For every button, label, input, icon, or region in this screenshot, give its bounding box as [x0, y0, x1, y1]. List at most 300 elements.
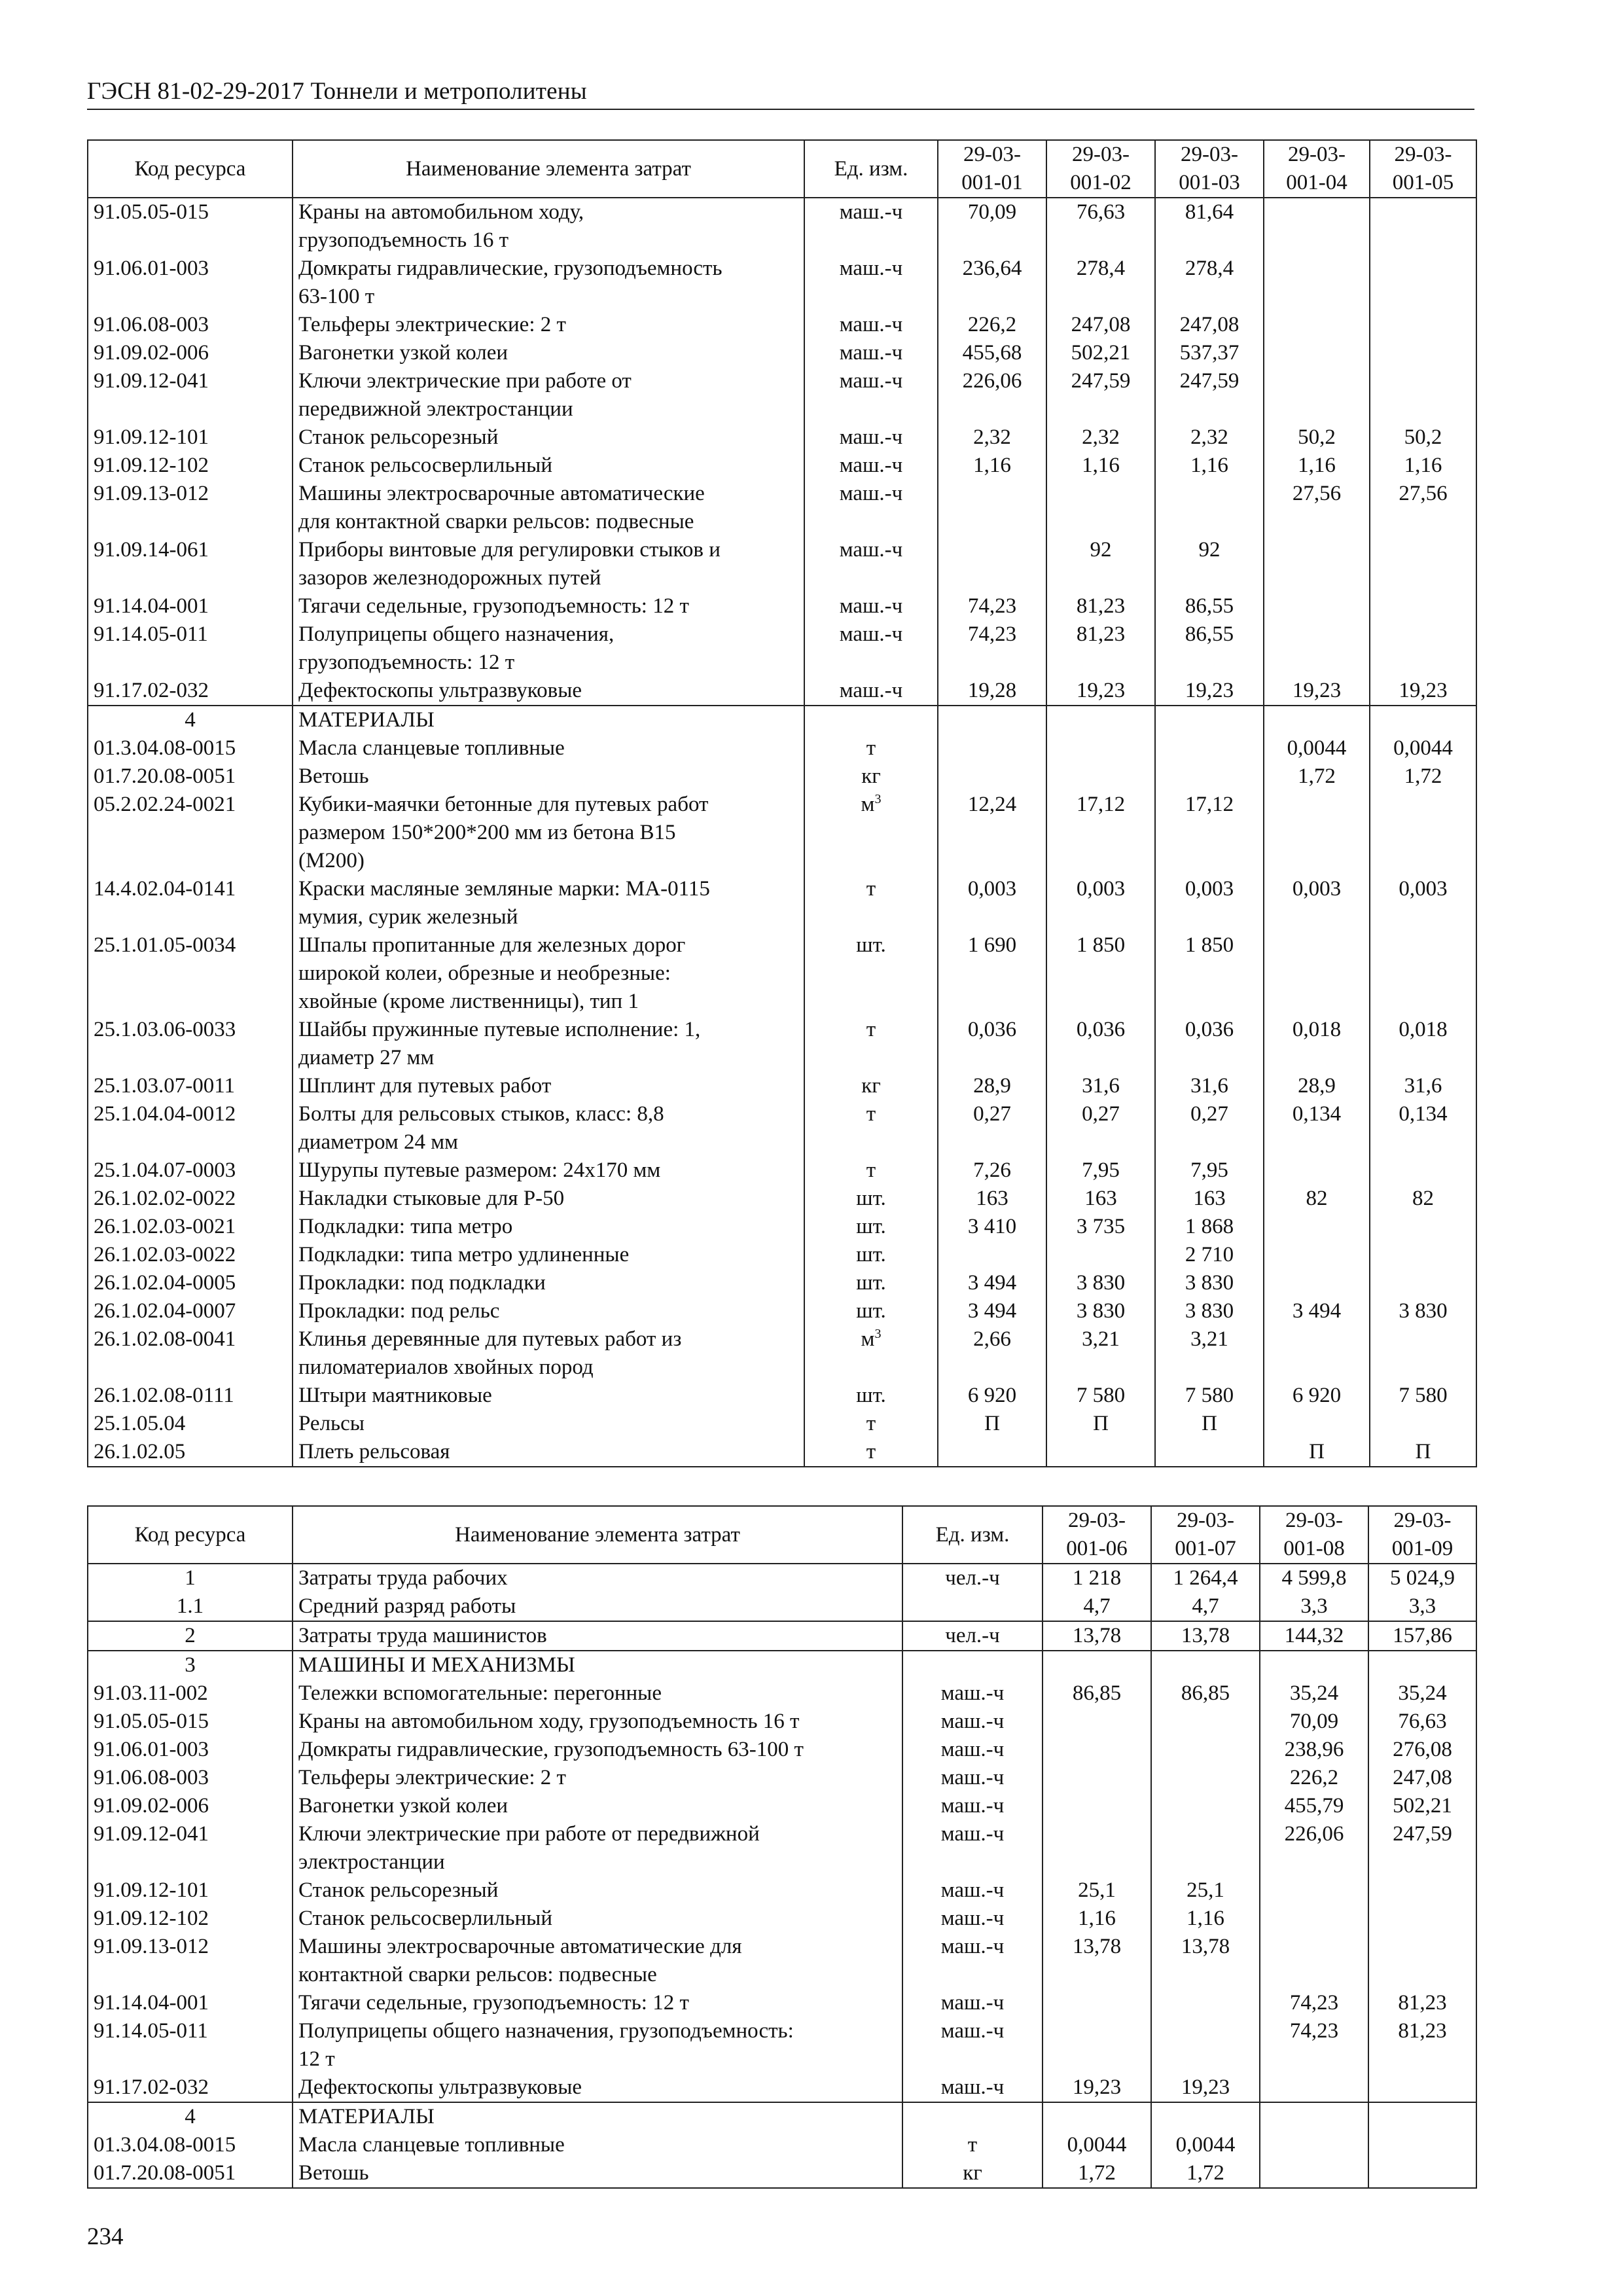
- table-row: [88, 1564, 1476, 1592]
- value-cell: 3,3: [1260, 1592, 1368, 1621]
- table-header-row: [88, 140, 1476, 198]
- unit-label: маш.-ч: [839, 369, 903, 393]
- value-cell: 92: [1155, 536, 1264, 592]
- value-cell: [1155, 734, 1264, 762]
- table-row: [88, 367, 1476, 423]
- table-row: [88, 592, 1476, 620]
- value-cell: 74,23: [938, 592, 1046, 620]
- value-cell: [1264, 1157, 1370, 1185]
- value-cell: 144,32: [1260, 1621, 1368, 1651]
- value-cell: 82: [1370, 1185, 1476, 1213]
- table-row: [88, 1185, 1476, 1213]
- resource-name: Тягачи седельные, грузоподъемность: 12 т: [293, 592, 804, 620]
- value-cell: 19,23: [1264, 677, 1370, 706]
- value-cell: 163: [1155, 1185, 1264, 1213]
- resource-name: Краны на автомобильном ходу, грузоподъемность 16 т: [293, 1708, 902, 1736]
- unit-cell: [902, 1820, 1043, 1876]
- value-cell: 247,08: [1155, 311, 1264, 339]
- table-row: [88, 1438, 1476, 1467]
- unit-cell: [804, 536, 938, 592]
- resource-name: Шурупы путевые размером: 24х170 мм: [293, 1157, 804, 1185]
- resource-code: 91.09.12-041: [88, 367, 293, 423]
- value-cell: 13,78: [1043, 1621, 1151, 1651]
- unit-cell: [804, 339, 938, 367]
- value-cell: 157,86: [1368, 1621, 1476, 1651]
- value-cell: [1260, 2073, 1368, 2102]
- value-cell: 13,78: [1151, 1933, 1260, 1989]
- table-row: [88, 1708, 1476, 1736]
- resource-code: 25.1.04.04-0012: [88, 1100, 293, 1157]
- resource-table-1: [87, 139, 1477, 1467]
- table-row: [88, 339, 1476, 367]
- value-cell: 247,59: [1155, 367, 1264, 423]
- resource-name: Штыри маятниковые: [293, 1382, 804, 1410]
- unit-label: маш.-ч: [839, 454, 903, 477]
- resource-name: Прокладки: под подкладки: [293, 1269, 804, 1297]
- resource-name: Подкладки: типа метро удлиненные: [293, 1241, 804, 1269]
- value-cell: [1151, 1989, 1260, 2017]
- value-cell: 25,1: [1043, 1876, 1151, 1905]
- resource-name: Накладки стыковые для Р-50: [293, 1185, 804, 1213]
- value-cell: 19,23: [1155, 677, 1264, 706]
- resource-name: Тележки вспомогательные: перегонные: [293, 1679, 902, 1708]
- resource-name: Машины электросварочные автоматические для контактной сварки рельсов: подвесные: [293, 1933, 902, 1989]
- value-cell: 1,16: [1264, 452, 1370, 480]
- running-header: ГЭСН 81-02-29-2017 Тоннели и метрополитены: [87, 78, 587, 105]
- value-cell: [1260, 1651, 1368, 1679]
- value-cell: [1151, 1736, 1260, 1764]
- value-cell: [1260, 2159, 1368, 2188]
- resource-code: 91.06.01-003: [88, 255, 293, 311]
- value-cell: 247,08: [1046, 311, 1155, 339]
- value-cell: 226,06: [1260, 1820, 1368, 1876]
- unit-cell: [804, 762, 938, 791]
- table-row: [88, 1820, 1476, 1876]
- resource-name: Вагонетки узкой колеи: [293, 1792, 902, 1820]
- unit-cell: [804, 1072, 938, 1100]
- section-row: [88, 2102, 1476, 2131]
- value-cell: [1264, 931, 1370, 1016]
- header-name: Наименование элемента затрат: [293, 140, 804, 198]
- resource-code: 4: [88, 706, 293, 734]
- value-cell: 0,27: [1155, 1100, 1264, 1157]
- value-cell: [1264, 1410, 1370, 1438]
- page-number: 234: [87, 2223, 124, 2250]
- value-cell: [1370, 1325, 1476, 1382]
- value-cell: [1260, 2131, 1368, 2159]
- value-cell: 81,23: [1368, 2017, 1476, 2073]
- resource-code: 01.3.04.08-0015: [88, 734, 293, 762]
- resource-name: Ветошь: [293, 762, 804, 791]
- resource-name: Тягачи седельные, грузоподъемность: 12 т: [293, 1989, 902, 2017]
- value-cell: 1,16: [938, 452, 1046, 480]
- resource-name: Масла сланцевые топливные: [293, 2131, 902, 2159]
- value-cell: 3 494: [938, 1297, 1046, 1325]
- value-cell: 86,55: [1155, 592, 1264, 620]
- value-cell: 0,036: [938, 1016, 1046, 1072]
- value-cell: [938, 1241, 1046, 1269]
- value-cell: [1260, 1933, 1368, 1989]
- unit-cell: [902, 1708, 1043, 1736]
- value-cell: 455,79: [1260, 1792, 1368, 1820]
- header-col: 29-03- 001-07: [1151, 1506, 1260, 1564]
- table-row: [88, 1382, 1476, 1410]
- value-cell: 0,0044: [1264, 734, 1370, 762]
- resource-code: 3: [88, 1651, 293, 1679]
- value-cell: [938, 706, 1046, 734]
- resource-name: Ветошь: [293, 2159, 902, 2188]
- unit-label: маш.-ч: [839, 313, 903, 336]
- unit-label: маш.-ч: [940, 1681, 1005, 1705]
- value-cell: 3 735: [1046, 1213, 1155, 1241]
- value-cell: [1264, 367, 1370, 423]
- unit-cell: [902, 2131, 1043, 2159]
- value-cell: 50,2: [1370, 423, 1476, 452]
- unit-label: т: [866, 1102, 876, 1126]
- resource-name: Прокладки: под рельс: [293, 1297, 804, 1325]
- value-cell: [1155, 706, 1264, 734]
- value-cell: [938, 536, 1046, 592]
- value-cell: [1151, 1764, 1260, 1792]
- value-cell: [1151, 2017, 1260, 2073]
- table-row: [88, 1621, 1476, 1651]
- resource-code: 91.09.13-012: [88, 1933, 293, 1989]
- value-cell: [1370, 1241, 1476, 1269]
- value-cell: 1 850: [1046, 931, 1155, 1016]
- value-cell: 2,32: [938, 423, 1046, 452]
- value-cell: [1370, 367, 1476, 423]
- value-cell: [1370, 198, 1476, 255]
- resource-name: Краски масляные земляные марки: МА-0115 мумия, сурик железный: [293, 875, 804, 931]
- value-cell: П: [938, 1410, 1046, 1438]
- value-cell: [1264, 592, 1370, 620]
- value-cell: [1264, 1269, 1370, 1297]
- header-col: 29-03- 001-04: [1264, 140, 1370, 198]
- unit-label: маш.-ч: [839, 482, 903, 505]
- value-cell: П: [1264, 1438, 1370, 1467]
- table-row: [88, 791, 1476, 875]
- value-cell: 31,6: [1155, 1072, 1264, 1100]
- value-cell: 1 690: [938, 931, 1046, 1016]
- resource-code: 25.1.04.07-0003: [88, 1157, 293, 1185]
- value-cell: 0,0044: [1370, 734, 1476, 762]
- value-cell: 3,3: [1368, 1592, 1476, 1621]
- value-cell: [938, 1438, 1046, 1467]
- unit-label: маш.-ч: [940, 1878, 1005, 1902]
- value-cell: [1264, 1241, 1370, 1269]
- unit-label: кг: [861, 1074, 881, 1098]
- value-cell: [1370, 592, 1476, 620]
- value-cell: [1370, 1157, 1476, 1185]
- value-cell: 0,003: [938, 875, 1046, 931]
- value-cell: 76,63: [1046, 198, 1155, 255]
- unit-cell: [902, 2102, 1043, 2131]
- value-cell: [1264, 339, 1370, 367]
- unit-cell: [804, 1100, 938, 1157]
- value-cell: 2,32: [1155, 423, 1264, 452]
- table-row: [88, 1157, 1476, 1185]
- resource-name: Станок рельсорезный: [293, 423, 804, 452]
- resource-name: Тельферы электрические: 2 т: [293, 311, 804, 339]
- unit-cell: [804, 875, 938, 931]
- value-cell: 3 830: [1046, 1297, 1155, 1325]
- value-cell: 19,23: [1043, 2073, 1151, 2102]
- table-row: [88, 1876, 1476, 1905]
- value-cell: 3 830: [1046, 1269, 1155, 1297]
- resource-code: 91.14.05-011: [88, 2017, 293, 2073]
- resource-code: 26.1.02.03-0022: [88, 1241, 293, 1269]
- value-cell: 19,23: [1046, 677, 1155, 706]
- value-cell: 31,6: [1046, 1072, 1155, 1100]
- unit-label: маш.-ч: [839, 622, 903, 646]
- unit-cell: [804, 1185, 938, 1213]
- value-cell: П: [1155, 1410, 1264, 1438]
- value-cell: 31,6: [1370, 1072, 1476, 1100]
- unit-cell: [804, 198, 938, 255]
- value-cell: 238,96: [1260, 1736, 1368, 1764]
- unit-cell: [902, 1933, 1043, 1989]
- value-cell: 70,09: [938, 198, 1046, 255]
- unit-label: кг: [861, 764, 881, 788]
- resource-name: Станок рельсосверлильный: [293, 1905, 902, 1933]
- value-cell: 7 580: [1046, 1382, 1155, 1410]
- resource-code: 26.1.02.02-0022: [88, 1185, 293, 1213]
- value-cell: 35,24: [1368, 1679, 1476, 1708]
- value-cell: 13,78: [1043, 1933, 1151, 1989]
- value-cell: 1,72: [1151, 2159, 1260, 2188]
- table-row: [88, 1325, 1476, 1382]
- value-cell: 74,23: [1260, 1989, 1368, 2017]
- table-row: [88, 2131, 1476, 2159]
- unit-cell: [804, 620, 938, 677]
- value-cell: [1043, 1820, 1151, 1876]
- resource-code: 91.09.13-012: [88, 480, 293, 536]
- resource-code: 91.14.04-001: [88, 1989, 293, 2017]
- unit-label: шт.: [856, 1271, 886, 1295]
- value-cell: 0,134: [1264, 1100, 1370, 1157]
- unit-label: кг: [963, 2161, 982, 2185]
- unit-cell: [804, 1382, 938, 1410]
- value-cell: 86,85: [1151, 1679, 1260, 1708]
- resource-code: 1.1: [88, 1592, 293, 1621]
- resource-table-2: [87, 1505, 1477, 2189]
- value-cell: 3,21: [1155, 1325, 1264, 1382]
- value-cell: [1370, 311, 1476, 339]
- value-cell: 27,56: [1264, 480, 1370, 536]
- value-cell: 3 830: [1155, 1269, 1264, 1297]
- unit-cell: [902, 1989, 1043, 2017]
- unit-cell: [804, 1213, 938, 1241]
- resource-name: Масла сланцевые топливные: [293, 734, 804, 762]
- value-cell: 0,018: [1264, 1016, 1370, 1072]
- value-cell: 537,37: [1155, 339, 1264, 367]
- resource-code: 25.1.03.06-0033: [88, 1016, 293, 1072]
- value-cell: 86,85: [1043, 1679, 1151, 1708]
- resource-name: Средний разряд работы: [293, 1592, 902, 1621]
- unit-label: маш.-ч: [839, 538, 903, 562]
- value-cell: [1370, 255, 1476, 311]
- value-cell: 3 830: [1370, 1297, 1476, 1325]
- resource-code: 26.1.02.03-0021: [88, 1213, 293, 1241]
- resource-code: 91.06.08-003: [88, 311, 293, 339]
- value-cell: 278,4: [1155, 255, 1264, 311]
- value-cell: [1043, 1736, 1151, 1764]
- table-row: [88, 1764, 1476, 1792]
- section-row: [88, 1651, 1476, 1679]
- value-cell: [1264, 255, 1370, 311]
- table-row: [88, 452, 1476, 480]
- table-row: [88, 762, 1476, 791]
- value-cell: [1046, 1241, 1155, 1269]
- value-cell: 1 850: [1155, 931, 1264, 1016]
- value-cell: 502,21: [1046, 339, 1155, 367]
- resource-code: 91.14.04-001: [88, 592, 293, 620]
- table-row: [88, 311, 1476, 339]
- value-cell: 247,08: [1368, 1764, 1476, 1792]
- unit-label: маш.-ч: [839, 425, 903, 449]
- value-cell: [1368, 1651, 1476, 1679]
- value-cell: 1 868: [1155, 1213, 1264, 1241]
- value-cell: [1264, 1325, 1370, 1382]
- resource-code: 91.09.12-101: [88, 423, 293, 452]
- unit-cell: [804, 791, 938, 875]
- unit-label: маш.-ч: [839, 341, 903, 365]
- value-cell: [1368, 1905, 1476, 1933]
- value-cell: 0,0044: [1151, 2131, 1260, 2159]
- unit-label: т: [967, 2133, 978, 2157]
- unit-label: т: [866, 1440, 876, 1463]
- table-row: [88, 1072, 1476, 1100]
- unit-label: маш.-ч: [940, 1935, 1005, 1958]
- value-cell: 0,27: [1046, 1100, 1155, 1157]
- value-cell: 0,134: [1370, 1100, 1476, 1157]
- resource-name: Тельферы электрические: 2 т: [293, 1764, 902, 1792]
- unit-label: т: [866, 1158, 876, 1182]
- unit-cell: [902, 1764, 1043, 1792]
- resource-code: 25.1.01.05-0034: [88, 931, 293, 1016]
- value-cell: 70,09: [1260, 1708, 1368, 1736]
- value-cell: [1043, 1708, 1151, 1736]
- value-cell: 2,32: [1046, 423, 1155, 452]
- value-cell: [1043, 1792, 1151, 1820]
- value-cell: [1046, 480, 1155, 536]
- value-cell: 1,16: [1155, 452, 1264, 480]
- value-cell: 7 580: [1155, 1382, 1264, 1410]
- table-row: [88, 536, 1476, 592]
- resource-code: 91.05.05-015: [88, 198, 293, 255]
- unit-label: маш.-ч: [940, 1766, 1005, 1789]
- value-cell: 226,2: [938, 311, 1046, 339]
- unit-label: м: [861, 793, 875, 816]
- unit-label: шт.: [856, 1243, 886, 1266]
- value-cell: [1370, 536, 1476, 592]
- resource-code: 26.1.02.04-0005: [88, 1269, 293, 1297]
- table-row: [88, 875, 1476, 931]
- value-cell: 86,55: [1155, 620, 1264, 677]
- value-cell: [1370, 931, 1476, 1016]
- resource-name: Станок рельсорезный: [293, 1876, 902, 1905]
- value-cell: 1 218: [1043, 1564, 1151, 1592]
- unit-label: маш.-ч: [940, 1991, 1005, 2015]
- value-cell: [1368, 1876, 1476, 1905]
- unit-label: маш.-ч: [940, 2075, 1005, 2099]
- value-cell: 28,9: [938, 1072, 1046, 1100]
- value-cell: 17,12: [1046, 791, 1155, 875]
- value-cell: [1264, 706, 1370, 734]
- unit-cell: [804, 931, 938, 1016]
- resource-name: Ключи электрические при работе от передвижной электростанции: [293, 1820, 902, 1876]
- unit-label: маш.-ч: [940, 1822, 1005, 1846]
- resource-name: Машины электросварочные автоматические для контактной сварки рельсов: подвесные: [293, 480, 804, 536]
- resource-code: 91.09.12-102: [88, 1905, 293, 1933]
- table-row: [88, 1410, 1476, 1438]
- value-cell: [1151, 1792, 1260, 1820]
- unit-label: т: [866, 1412, 876, 1435]
- unit-label: шт.: [856, 1187, 886, 1210]
- resource-code: 01.7.20.08-0051: [88, 2159, 293, 2188]
- value-cell: 163: [1046, 1185, 1155, 1213]
- resource-code: 91.05.05-015: [88, 1708, 293, 1736]
- value-cell: [1368, 2102, 1476, 2131]
- header-name: Наименование элемента затрат: [293, 1506, 902, 1564]
- unit-label: маш.-ч: [839, 257, 903, 280]
- unit-cell: [902, 1621, 1043, 1651]
- unit-cell: [804, 1297, 938, 1325]
- value-cell: 1,16: [1046, 452, 1155, 480]
- resource-name: Клинья деревянные для путевых работ из пиломатериалов хвойных пород: [293, 1325, 804, 1382]
- value-cell: [1264, 620, 1370, 677]
- value-cell: [1264, 536, 1370, 592]
- value-cell: 76,63: [1368, 1708, 1476, 1736]
- value-cell: 226,06: [938, 367, 1046, 423]
- resource-name: МАШИНЫ И МЕХАНИЗМЫ: [293, 1651, 902, 1679]
- value-cell: 4,7: [1043, 1592, 1151, 1621]
- value-cell: 276,08: [1368, 1736, 1476, 1764]
- value-cell: [1368, 2131, 1476, 2159]
- value-cell: [1264, 791, 1370, 875]
- unit-label: т: [866, 736, 876, 760]
- resource-code: 91.17.02-032: [88, 677, 293, 706]
- unit-cell: [902, 1564, 1043, 1592]
- unit-cell: [804, 255, 938, 311]
- resource-code: 01.7.20.08-0051: [88, 762, 293, 791]
- table-row: [88, 1269, 1476, 1297]
- unit-cell: [804, 1325, 938, 1382]
- value-cell: [938, 480, 1046, 536]
- value-cell: [1264, 1213, 1370, 1241]
- resource-code: 26.1.02.08-0041: [88, 1325, 293, 1382]
- value-cell: [1370, 339, 1476, 367]
- value-cell: 3 830: [1155, 1297, 1264, 1325]
- value-cell: 7 580: [1370, 1382, 1476, 1410]
- value-cell: [1151, 2102, 1260, 2131]
- value-cell: 1,16: [1043, 1905, 1151, 1933]
- resource-code: 91.09.12-102: [88, 452, 293, 480]
- resource-name: Вагонетки узкой колеи: [293, 339, 804, 367]
- resource-name: Приборы винтовые для регулировки стыков и зазоров железнодорожных путей: [293, 536, 804, 592]
- resource-code: 14.4.02.04-0141: [88, 875, 293, 931]
- value-cell: 0,003: [1046, 875, 1155, 931]
- resource-code: 26.1.02.04-0007: [88, 1297, 293, 1325]
- unit-cell: [804, 311, 938, 339]
- value-cell: 247,59: [1368, 1820, 1476, 1876]
- header-col: 29-03- 001-05: [1370, 140, 1476, 198]
- value-cell: 1,16: [1370, 452, 1476, 480]
- header-rule: [87, 109, 1474, 110]
- table-row: [88, 1213, 1476, 1241]
- resource-name: Ключи электрические при работе от передвижной электростанции: [293, 367, 804, 423]
- value-cell: [1155, 1438, 1264, 1467]
